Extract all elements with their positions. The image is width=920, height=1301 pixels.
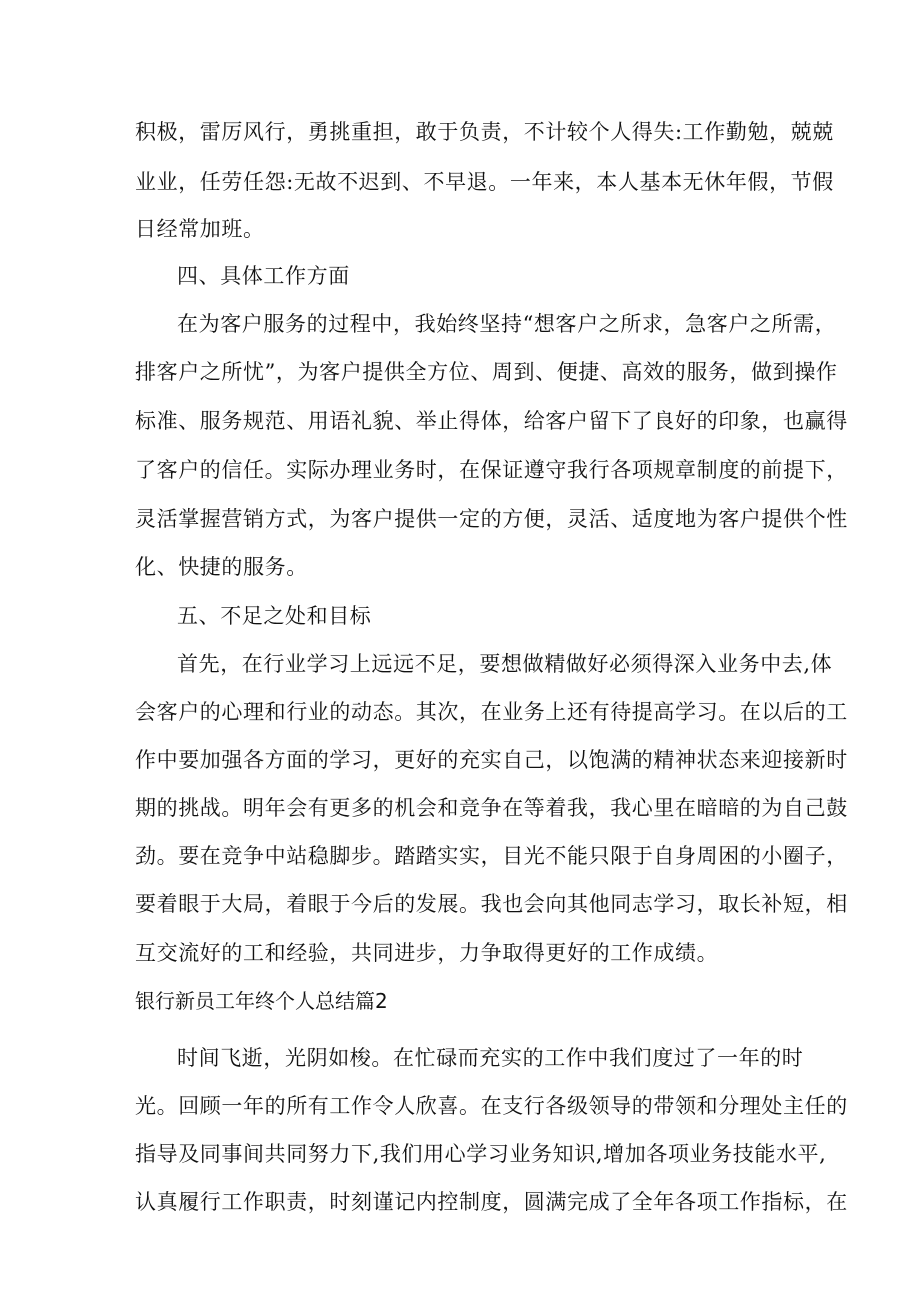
paragraph-line: 首先，在行业学习上远远不足，要想做精做好必须得深入业务中去,体 (177, 652, 833, 676)
paragraph-line: 化、快捷的服务。 (135, 555, 308, 579)
paragraph-line: 在为客户服务的过程中，我始终坚持“想客户之所求，急客户之所需， (177, 312, 837, 336)
paragraph-line: 了客户的信任。实际办理业务时，在保证遵守我行各项规章制度的前提下， (135, 458, 848, 482)
paragraph-line: 作中要加强各方面的学习，更好的充实自己，以饱满的精神状态来迎接新时 (135, 748, 848, 772)
section-title: 五、不足之处和目标 (177, 604, 372, 628)
article-heading: 银行新员工年终个人总结篇2 (135, 989, 388, 1013)
paragraph-line: 积极，雷厉风行，勇挑重担，敢于负责，不计较个人得失:工作勤勉，兢兢 (135, 120, 834, 144)
paragraph-line: 认真履行工作职责，时刻谨记内控制度，圆满完成了全年各项工作指标，在 (135, 1190, 848, 1214)
paragraph-line: 会客户的心理和行业的动态。其次，在业务上还有待提高学习。在以后的工 (135, 700, 848, 724)
paragraph-line: 时间飞逝，光阴如梭。在忙碌而充实的工作中我们度过了一年的时 (177, 1046, 804, 1070)
paragraph-line: 期的挑战。明年会有更多的机会和竞争在等着我，我心里在暗暗的为自己鼓 (135, 796, 848, 820)
paragraph-line: 灵活掌握营销方式，为客户提供一定的方便，灵活、适度地为客户提供个性 (135, 507, 848, 531)
paragraph-line: 要着眼于大局，着眼于今后的发展。我也会向其他同志学习，取长补短，相 (135, 892, 848, 916)
paragraph-line: 排客户之所忧”，为客户提供全方位、周到、便捷、高效的服务，做到操作 (135, 360, 838, 384)
paragraph-line: 光。回顾一年的所有工作令人欣喜。在支行各级领导的带领和分理处主任的 (135, 1094, 848, 1118)
paragraph-line: 标准、服务规范、用语礼貌、举止得体，给客户留下了良好的印象，也赢得 (135, 409, 848, 433)
paragraph-line: 劲。要在竞争中站稳脚步。踏踏实实，目光不能只限于自身周困的小圈子， (135, 844, 848, 868)
paragraph-line: 指导及同事间共同努力下,我们用心学习业务知识,增加各项业务技能水平, (135, 1142, 827, 1166)
section-title: 四、具体工作方面 (177, 264, 350, 288)
paragraph-line: 互交流好的工和经验，共同进步，力争取得更好的工作成绩。 (135, 941, 719, 965)
paragraph-line: 日经常加班。 (135, 217, 265, 241)
paragraph-line: 业业，任劳任怨:无故不迟到、不早退。一年来，本人基本无休年假，节假 (135, 170, 834, 194)
